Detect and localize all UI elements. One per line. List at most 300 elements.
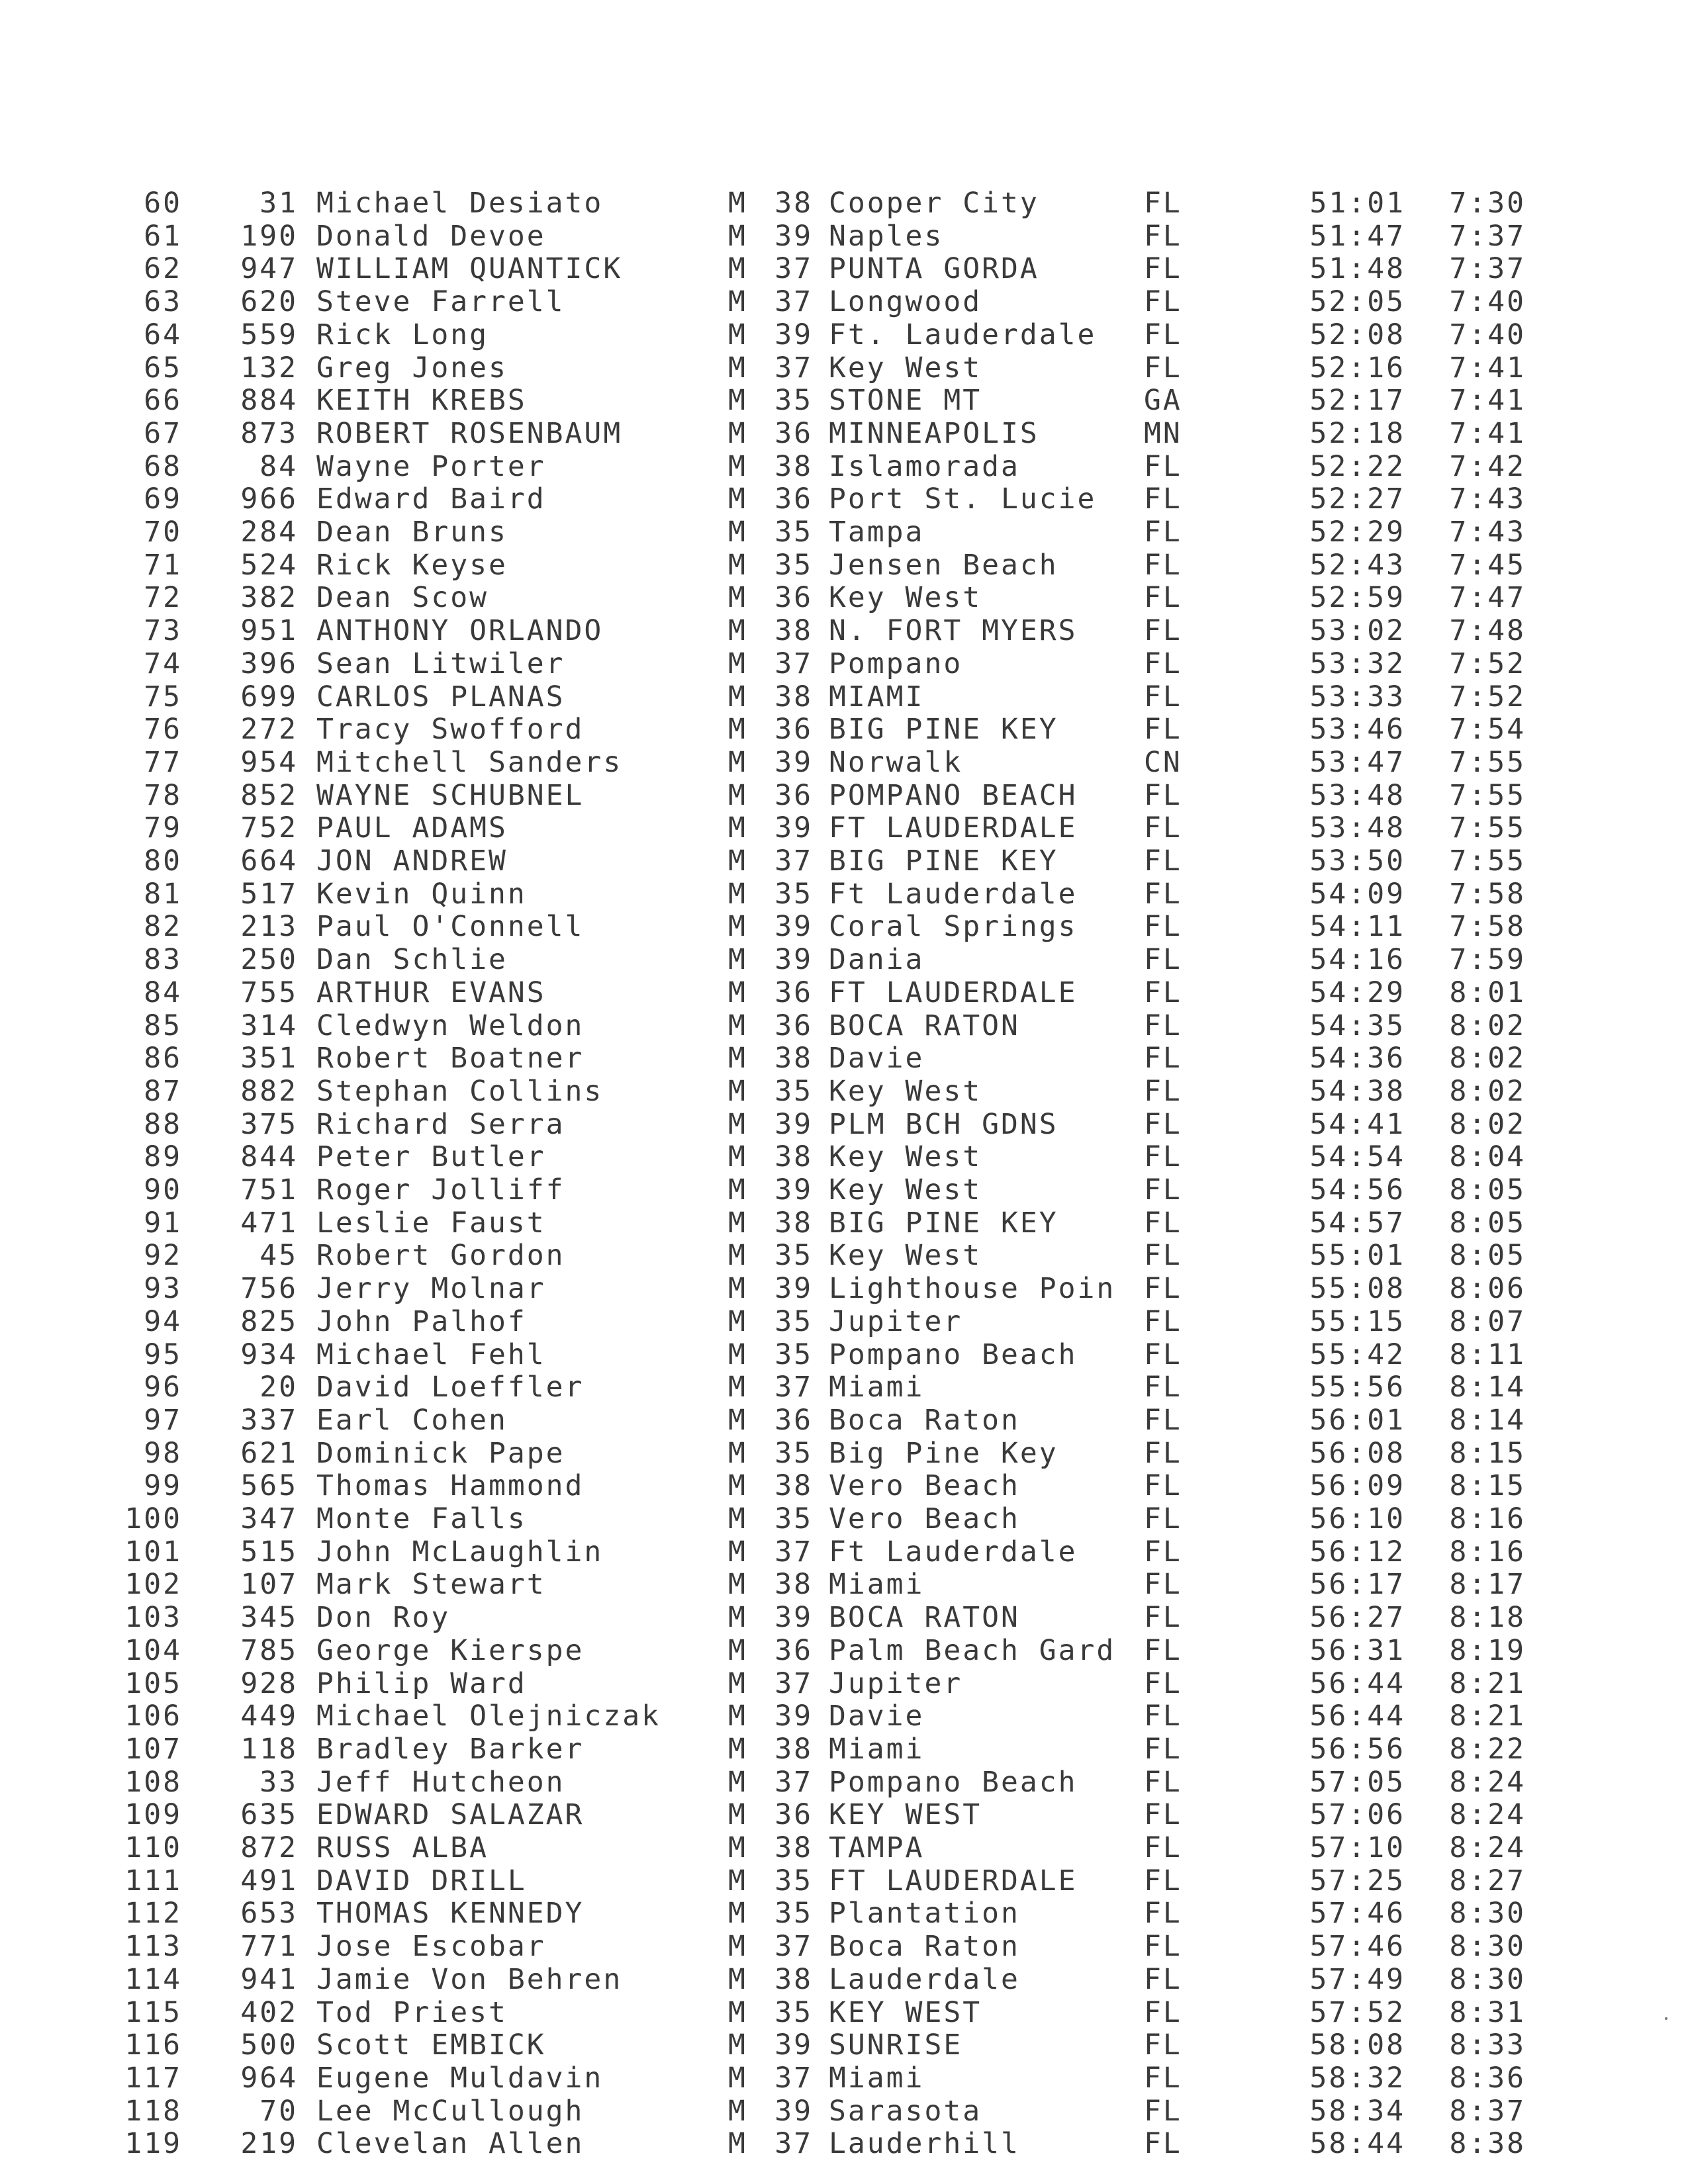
place-cell: 92	[144, 1239, 182, 1272]
place-cell: 81	[144, 878, 182, 911]
city-cell: Davie	[829, 1700, 925, 1733]
time-cell: 52:43	[1309, 549, 1405, 582]
pace-cell: 7:40	[1449, 285, 1526, 318]
state-cell: FL	[1144, 1700, 1182, 1733]
name-cell: THOMAS KENNEDY	[316, 1897, 585, 1930]
place-cell: 78	[144, 779, 182, 812]
time-cell: 54:38	[1309, 1075, 1405, 1108]
age-cell: 35	[774, 1239, 813, 1272]
pace-cell: 8:38	[1449, 2127, 1526, 2160]
result-row	[0, 1239, 1688, 1272]
pace-cell: 8:22	[1449, 1733, 1526, 1766]
age-cell: 38	[774, 1469, 813, 1502]
name-cell: Peter Butler	[316, 1140, 546, 1173]
name-cell: Scott EMBICK	[316, 2028, 546, 2062]
age-cell: 36	[774, 482, 813, 516]
time-cell: 54:57	[1309, 1206, 1405, 1240]
age-cell: 37	[774, 2062, 813, 2095]
name-cell: Philip Ward	[316, 1667, 527, 1700]
state-cell: FL	[1144, 2127, 1182, 2160]
sex-cell: M	[728, 1535, 747, 1569]
result-row	[0, 1108, 1688, 1141]
time-cell: 56:01	[1309, 1404, 1405, 1437]
sex-cell: M	[728, 1206, 747, 1240]
city-cell: BOCA RATON	[829, 1009, 1020, 1042]
name-cell: WILLIAM QUANTICK	[316, 252, 623, 285]
city-cell: Palm Beach Gard	[829, 1634, 1116, 1667]
bib-cell: 755	[240, 976, 298, 1009]
result-row	[0, 910, 1688, 943]
age-cell: 39	[774, 1601, 813, 1634]
place-cell: 105	[124, 1667, 182, 1700]
city-cell: PUNTA GORDA	[829, 252, 1039, 285]
name-cell: Rick Keyse	[316, 549, 508, 582]
age-cell: 36	[774, 1404, 813, 1437]
sex-cell: M	[728, 1140, 747, 1173]
result-row	[0, 581, 1688, 614]
name-cell: Roger Jolliff	[316, 1173, 565, 1206]
age-cell: 35	[774, 516, 813, 549]
result-row	[0, 1042, 1688, 1075]
age-cell: 38	[774, 1140, 813, 1173]
city-cell: Islamorada	[829, 450, 1020, 483]
time-cell: 51:47	[1309, 220, 1405, 253]
city-cell: Key West	[829, 1173, 982, 1206]
sex-cell: M	[728, 910, 747, 943]
sex-cell: M	[728, 1634, 747, 1667]
result-row	[0, 549, 1688, 582]
pace-cell: 8:14	[1449, 1371, 1526, 1404]
city-cell: Jensen Beach	[829, 549, 1058, 582]
city-cell: PLM BCH GDNS	[829, 1108, 1058, 1141]
pace-cell: 8:02	[1449, 1042, 1526, 1075]
result-row	[0, 351, 1688, 385]
city-cell: POMPANO BEACH	[829, 779, 1078, 812]
result-row	[0, 1502, 1688, 1535]
age-cell: 35	[774, 1864, 813, 1897]
place-cell: 104	[124, 1634, 182, 1667]
name-cell: Jerry Molnar	[316, 1272, 546, 1305]
sex-cell: M	[728, 1798, 747, 1831]
age-cell: 36	[774, 976, 813, 1009]
city-cell: Norwalk	[829, 746, 963, 779]
age-cell: 39	[774, 910, 813, 943]
place-cell: 113	[124, 1930, 182, 1963]
city-cell: Boca Raton	[829, 1930, 1020, 1963]
sex-cell: M	[728, 1108, 747, 1141]
pace-cell: 8:02	[1449, 1075, 1526, 1108]
state-cell: FL	[1144, 482, 1182, 516]
pace-cell: 8:04	[1449, 1140, 1526, 1173]
state-cell: FL	[1144, 943, 1182, 976]
name-cell: Lee McCullough	[316, 2095, 585, 2128]
state-cell: FL	[1144, 1272, 1182, 1305]
result-row	[0, 318, 1688, 351]
time-cell: 55:15	[1309, 1305, 1405, 1338]
place-cell: 84	[144, 976, 182, 1009]
pace-cell: 8:02	[1449, 1009, 1526, 1042]
time-cell: 57:25	[1309, 1864, 1405, 1897]
age-cell: 38	[774, 187, 813, 220]
time-cell: 57:05	[1309, 1766, 1405, 1799]
sex-cell: M	[728, 1371, 747, 1404]
state-cell: FL	[1144, 1108, 1182, 1141]
time-cell: 53:48	[1309, 811, 1405, 844]
place-cell: 99	[144, 1469, 182, 1502]
sex-cell: M	[728, 1963, 747, 1996]
name-cell: Edward Baird	[316, 482, 546, 516]
state-cell: FL	[1144, 2062, 1182, 2095]
city-cell: BIG PINE KEY	[829, 844, 1058, 878]
place-cell: 97	[144, 1404, 182, 1437]
sex-cell: M	[728, 976, 747, 1009]
pace-cell: 8:21	[1449, 1700, 1526, 1733]
age-cell: 37	[774, 1766, 813, 1799]
bib-cell: 45	[259, 1239, 298, 1272]
city-cell: STONE MT	[829, 384, 982, 417]
name-cell: Tod Priest	[316, 1996, 508, 2029]
bib-cell: 132	[240, 351, 298, 385]
city-cell: Lauderhill	[829, 2127, 1020, 2160]
state-cell: FL	[1144, 779, 1182, 812]
city-cell: FT LAUDERDALE	[829, 1864, 1078, 1897]
age-cell: 39	[774, 811, 813, 844]
age-cell: 38	[774, 1042, 813, 1075]
pace-cell: 7:37	[1449, 220, 1526, 253]
state-cell: FL	[1144, 1535, 1182, 1569]
sex-cell: M	[728, 614, 747, 647]
sex-cell: M	[728, 1305, 747, 1338]
state-cell: FL	[1144, 713, 1182, 746]
time-cell: 52:29	[1309, 516, 1405, 549]
city-cell: Naples	[829, 220, 944, 253]
result-row	[0, 187, 1688, 220]
state-cell: FL	[1144, 2028, 1182, 2062]
bib-cell: 515	[240, 1535, 298, 1569]
state-cell: FL	[1144, 285, 1182, 318]
sex-cell: M	[728, 1831, 747, 1864]
sex-cell: M	[728, 1700, 747, 1733]
pace-cell: 7:48	[1449, 614, 1526, 647]
place-cell: 101	[124, 1535, 182, 1569]
age-cell: 37	[774, 1371, 813, 1404]
pace-cell: 7:59	[1449, 943, 1526, 976]
state-cell: FL	[1144, 614, 1182, 647]
bib-cell: 402	[240, 1996, 298, 2029]
sex-cell: M	[728, 1239, 747, 1272]
place-cell: 114	[124, 1963, 182, 1996]
state-cell: FL	[1144, 581, 1182, 614]
name-cell: John McLaughlin	[316, 1535, 604, 1569]
bib-cell: 471	[240, 1206, 298, 1240]
bib-cell: 500	[240, 2028, 298, 2062]
state-cell: FL	[1144, 1469, 1182, 1502]
bib-cell: 951	[240, 614, 298, 647]
place-cell: 106	[124, 1700, 182, 1733]
pace-cell: 8:05	[1449, 1206, 1526, 1240]
sex-cell: M	[728, 1338, 747, 1371]
bib-cell: 620	[240, 285, 298, 318]
name-cell: Paul O'Connell	[316, 910, 585, 943]
result-row	[0, 384, 1688, 417]
place-cell: 61	[144, 220, 182, 253]
city-cell: Miami	[829, 1568, 925, 1601]
sex-cell: M	[728, 187, 747, 220]
sex-cell: M	[728, 811, 747, 844]
result-row	[0, 1930, 1688, 1963]
result-row	[0, 1140, 1688, 1173]
bib-cell: 664	[240, 844, 298, 878]
city-cell: BIG PINE KEY	[829, 713, 1058, 746]
pace-cell: 8:15	[1449, 1437, 1526, 1470]
age-cell: 39	[774, 1108, 813, 1141]
sex-cell: M	[728, 1897, 747, 1930]
pace-cell: 7:55	[1449, 811, 1526, 844]
result-row	[0, 1996, 1688, 2029]
sex-cell: M	[728, 680, 747, 713]
place-cell: 117	[124, 2062, 182, 2095]
name-cell: Mitchell Sanders	[316, 746, 623, 779]
place-cell: 76	[144, 713, 182, 746]
place-cell: 102	[124, 1568, 182, 1601]
time-cell: 54:41	[1309, 1108, 1405, 1141]
pace-cell: 8:02	[1449, 1108, 1526, 1141]
sex-cell: M	[728, 713, 747, 746]
sex-cell: M	[728, 1042, 747, 1075]
sex-cell: M	[728, 1733, 747, 1766]
name-cell: PAUL ADAMS	[316, 811, 508, 844]
city-cell: Ft Lauderdale	[829, 1535, 1078, 1569]
age-cell: 38	[774, 450, 813, 483]
time-cell: 51:48	[1309, 252, 1405, 285]
time-cell: 54:54	[1309, 1140, 1405, 1173]
sex-cell: M	[728, 516, 747, 549]
result-row	[0, 1371, 1688, 1404]
age-cell: 36	[774, 1009, 813, 1042]
time-cell: 53:32	[1309, 647, 1405, 680]
state-cell: FL	[1144, 811, 1182, 844]
city-cell: Big Pine Key	[829, 1437, 1058, 1470]
time-cell: 52:59	[1309, 581, 1405, 614]
time-cell: 54:35	[1309, 1009, 1405, 1042]
place-cell: 108	[124, 1766, 182, 1799]
age-cell: 35	[774, 549, 813, 582]
state-cell: FL	[1144, 187, 1182, 220]
bib-cell: 491	[240, 1864, 298, 1897]
bib-cell: 190	[240, 220, 298, 253]
result-row	[0, 1075, 1688, 1108]
bib-cell: 337	[240, 1404, 298, 1437]
name-cell: Tracy Swofford	[316, 713, 585, 746]
state-cell: FL	[1144, 1766, 1182, 1799]
result-row	[0, 1831, 1688, 1864]
state-cell: FL	[1144, 878, 1182, 911]
pace-cell: 7:42	[1449, 450, 1526, 483]
pace-cell: 8:31	[1449, 1996, 1526, 2029]
city-cell: Boca Raton	[829, 1404, 1020, 1437]
sex-cell: M	[728, 647, 747, 680]
place-cell: 75	[144, 680, 182, 713]
time-cell: 57:06	[1309, 1798, 1405, 1831]
bib-cell: 966	[240, 482, 298, 516]
bib-cell: 928	[240, 1667, 298, 1700]
state-cell: FL	[1144, 450, 1182, 483]
pace-cell: 7:47	[1449, 581, 1526, 614]
result-row	[0, 2127, 1688, 2160]
pace-cell: 8:36	[1449, 2062, 1526, 2095]
pace-cell: 8:11	[1449, 1338, 1526, 1371]
time-cell: 54:36	[1309, 1042, 1405, 1075]
place-cell: 88	[144, 1108, 182, 1141]
name-cell: ANTHONY ORLANDO	[316, 614, 604, 647]
name-cell: Kevin Quinn	[316, 878, 527, 911]
bib-cell: 954	[240, 746, 298, 779]
result-row	[0, 450, 1688, 483]
place-cell: 118	[124, 2095, 182, 2128]
state-cell: FL	[1144, 1239, 1182, 1272]
time-cell: 51:01	[1309, 187, 1405, 220]
city-cell: Tampa	[829, 516, 925, 549]
time-cell: 56:27	[1309, 1601, 1405, 1634]
time-cell: 55:42	[1309, 1338, 1405, 1371]
city-cell: Miami	[829, 1371, 925, 1404]
state-cell: FL	[1144, 351, 1182, 385]
state-cell: FL	[1144, 1173, 1182, 1206]
time-cell: 52:27	[1309, 482, 1405, 516]
sex-cell: M	[728, 779, 747, 812]
name-cell: RUSS ALBA	[316, 1831, 489, 1864]
name-cell: Greg Jones	[316, 351, 508, 385]
time-cell: 54:56	[1309, 1173, 1405, 1206]
pace-cell: 7:41	[1449, 351, 1526, 385]
city-cell: MIAMI	[829, 680, 925, 713]
sex-cell: M	[728, 943, 747, 976]
time-cell: 53:48	[1309, 779, 1405, 812]
name-cell: Earl Cohen	[316, 1404, 508, 1437]
pace-cell: 8:37	[1449, 2095, 1526, 2128]
time-cell: 57:10	[1309, 1831, 1405, 1864]
pace-cell: 7:30	[1449, 187, 1526, 220]
sex-cell: M	[728, 746, 747, 779]
pace-cell: 8:19	[1449, 1634, 1526, 1667]
state-cell: FL	[1144, 1634, 1182, 1667]
city-cell: MINNEAPOLIS	[829, 417, 1039, 450]
sex-cell: M	[728, 285, 747, 318]
state-cell: FL	[1144, 1897, 1182, 1930]
result-row	[0, 516, 1688, 549]
place-cell: 72	[144, 581, 182, 614]
state-cell: FL	[1144, 1502, 1182, 1535]
state-cell: FL	[1144, 318, 1182, 351]
name-cell: Eugene Muldavin	[316, 2062, 604, 2095]
age-cell: 39	[774, 220, 813, 253]
age-cell: 38	[774, 1206, 813, 1240]
place-cell: 111	[124, 1864, 182, 1897]
time-cell: 58:32	[1309, 2062, 1405, 2095]
time-cell: 52:18	[1309, 417, 1405, 450]
place-cell: 110	[124, 1831, 182, 1864]
city-cell: Miami	[829, 2062, 925, 2095]
bib-cell: 785	[240, 1634, 298, 1667]
place-cell: 115	[124, 1996, 182, 2029]
sex-cell: M	[728, 1601, 747, 1634]
result-row	[0, 779, 1688, 812]
place-cell: 107	[124, 1733, 182, 1766]
pace-cell: 7:37	[1449, 252, 1526, 285]
sex-cell: M	[728, 2127, 747, 2160]
age-cell: 37	[774, 252, 813, 285]
time-cell: 54:29	[1309, 976, 1405, 1009]
result-row	[0, 1009, 1688, 1042]
time-cell: 56:31	[1309, 1634, 1405, 1667]
age-cell: 39	[774, 318, 813, 351]
time-cell: 55:08	[1309, 1272, 1405, 1305]
city-cell: Port St. Lucie	[829, 482, 1097, 516]
sex-cell: M	[728, 1667, 747, 1700]
bib-cell: 524	[240, 549, 298, 582]
place-cell: 69	[144, 482, 182, 516]
name-cell: Rick Long	[316, 318, 489, 351]
name-cell: Mark Stewart	[316, 1568, 546, 1601]
result-row	[0, 1305, 1688, 1338]
bib-cell: 559	[240, 318, 298, 351]
age-cell: 35	[774, 1502, 813, 1535]
time-cell: 53:02	[1309, 614, 1405, 647]
result-row	[0, 1568, 1688, 1601]
sex-cell: M	[728, 1502, 747, 1535]
place-cell: 66	[144, 384, 182, 417]
place-cell: 73	[144, 614, 182, 647]
place-cell: 79	[144, 811, 182, 844]
name-cell: Don Roy	[316, 1601, 451, 1634]
sex-cell: M	[728, 1075, 747, 1108]
time-cell: 57:46	[1309, 1897, 1405, 1930]
bib-cell: 351	[240, 1042, 298, 1075]
place-cell: 74	[144, 647, 182, 680]
place-cell: 109	[124, 1798, 182, 1831]
sex-cell: M	[728, 252, 747, 285]
age-cell: 36	[774, 779, 813, 812]
city-cell: Coral Springs	[829, 910, 1078, 943]
state-cell: FL	[1144, 1437, 1182, 1470]
name-cell: DAVID DRILL	[316, 1864, 527, 1897]
state-cell: FL	[1144, 976, 1182, 1009]
age-cell: 37	[774, 351, 813, 385]
result-row	[0, 614, 1688, 647]
city-cell: Key West	[829, 351, 982, 385]
name-cell: Donald Devoe	[316, 220, 546, 253]
city-cell: BIG PINE KEY	[829, 1206, 1058, 1240]
state-cell: FL	[1144, 680, 1182, 713]
bib-cell: 872	[240, 1831, 298, 1864]
sex-cell: M	[728, 318, 747, 351]
state-cell: FL	[1144, 1798, 1182, 1831]
city-cell: Dania	[829, 943, 925, 976]
name-cell: Sean Litwiler	[316, 647, 565, 680]
time-cell: 55:56	[1309, 1371, 1405, 1404]
state-cell: FL	[1144, 1601, 1182, 1634]
age-cell: 36	[774, 713, 813, 746]
result-row	[0, 1469, 1688, 1502]
bib-cell: 964	[240, 2062, 298, 2095]
result-row	[0, 943, 1688, 976]
bib-cell: 347	[240, 1502, 298, 1535]
place-cell: 87	[144, 1075, 182, 1108]
bib-cell: 565	[240, 1469, 298, 1502]
city-cell: Davie	[829, 1042, 925, 1075]
place-cell: 64	[144, 318, 182, 351]
time-cell: 57:52	[1309, 1996, 1405, 2029]
